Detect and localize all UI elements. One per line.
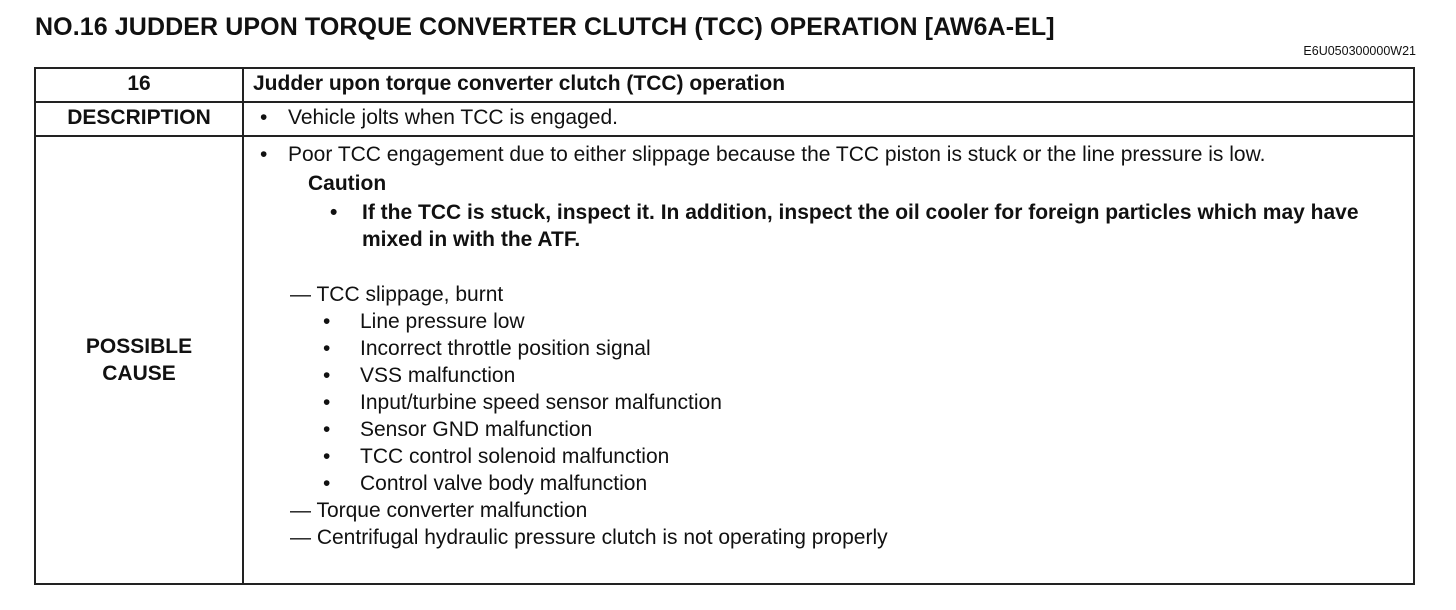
bullet: • [330, 201, 338, 224]
list-item [323, 470, 1412, 497]
bullet: • [260, 106, 268, 129]
list-item [323, 362, 1412, 389]
list-item [323, 416, 1412, 443]
bullet: • [323, 418, 331, 441]
diagnostic-table [34, 67, 1415, 585]
cause-group-centrifugal-clutch: — Centrifugal hydraulic pressure clutch is not operating properly [290, 526, 888, 549]
bullet: • [323, 364, 331, 387]
list-item [323, 308, 1412, 335]
bullet: • [323, 445, 331, 468]
description-cell [243, 102, 1414, 136]
list-item [323, 389, 1412, 416]
list-item [323, 443, 1412, 470]
list-item-text: Input/turbine speed sensor malfunction [360, 391, 722, 414]
caution-item [330, 199, 1402, 253]
document-code: E6U050300000W21 [1303, 44, 1416, 58]
spacer [253, 253, 1412, 281]
description-text: Vehicle jolts when TCC is engaged. [288, 106, 618, 129]
cause-group-torque-converter: — Torque converter malfunction [290, 499, 588, 522]
list-item [323, 335, 1412, 362]
list-item-text: TCC control solenoid malfunction [360, 445, 670, 468]
list-item-text: VSS malfunction [360, 364, 516, 387]
possible-cause-row [35, 136, 1414, 584]
cause-main-text: Poor TCC engagement due to either slippage because the TCC piston is stuck or the line pressure is low. [288, 143, 1266, 166]
caution-heading: Caution [308, 172, 387, 195]
possible-cause-label [35, 136, 243, 584]
cause-group-tcc-slippage: — TCC slippage, burnt [290, 283, 504, 306]
symptom-number: 16 [35, 68, 243, 102]
bullet: • [323, 391, 331, 414]
table-header-row [35, 68, 1414, 102]
symptom-heading: Judder upon torque converter clutch (TCC) operation [243, 68, 1414, 102]
description-item [253, 104, 1412, 131]
bullet: • [260, 143, 268, 166]
description-label: DESCRIPTION [35, 102, 243, 136]
description-row [35, 102, 1414, 136]
caution-text: If the TCC is stuck, inspect it. In addition, inspect the oil cooler for foreign particles which may have mixed in with the ATF. [362, 201, 1359, 251]
bullet: • [323, 310, 331, 333]
list-item-text: Line pressure low [360, 310, 525, 333]
bullet: • [323, 472, 331, 495]
possible-cause-cell [243, 136, 1414, 584]
possible-cause-label-text: POSSIBLE CAUSE [85, 335, 193, 385]
page-title: NO.16 JUDDER UPON TORQUE CONVERTER CLUTCH (TCC) OPERATION [AW6A-EL] [35, 13, 1055, 41]
bullet: • [323, 337, 331, 360]
list-item-text: Incorrect throttle position signal [360, 337, 651, 360]
list-item-text: Control valve body malfunction [360, 472, 648, 495]
list-item-text: Sensor GND malfunction [360, 418, 593, 441]
cause-main-item [253, 142, 1412, 168]
